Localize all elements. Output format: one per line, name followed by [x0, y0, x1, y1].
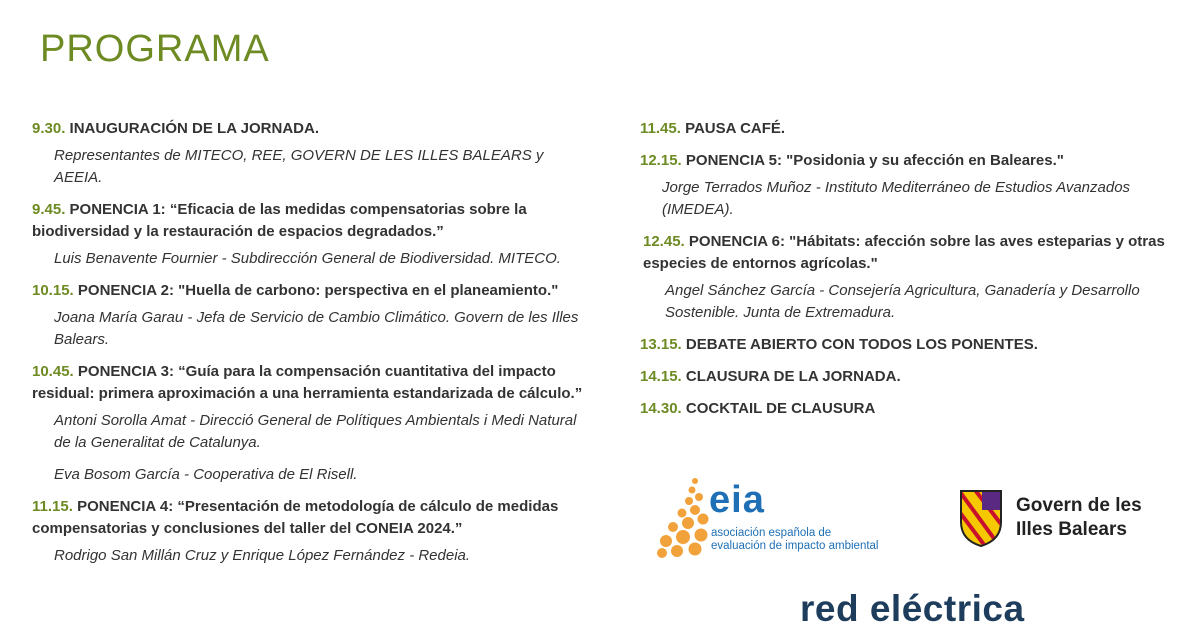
- item-time: 12.15.: [640, 152, 682, 169]
- item-time: 12.45.: [643, 233, 685, 250]
- program-item: [643, 231, 1175, 324]
- program-item: [640, 150, 1175, 221]
- item-time: 13.15.: [640, 336, 682, 353]
- item-speaker: Rodrigo San Millán Cruz y Enrique López Fernández - Redeia.: [54, 547, 471, 564]
- item-time: 11.15.: [32, 498, 73, 515]
- item-title: PAUSA CAFÉ.: [685, 120, 786, 137]
- program-item: [32, 199, 592, 270]
- item-title: PONENCIA 4: “Presentación de metodología de cálculo de medidas compensatorias y conclusiones del taller del CONEIA 2024.”: [32, 498, 559, 537]
- item-title: COCKTAIL DE CLAUSURA: [685, 400, 876, 417]
- item-speaker: Joana María Garau - Jefa de Servicio de Cambio Climático. Govern de les Illes Balears.: [54, 309, 579, 348]
- eia-logo-subtitle: asociación española de evaluación de impacto ambiental: [711, 527, 879, 552]
- item-title: PONENCIA 5: "Posidonia y su afección en Baleares.": [685, 152, 1064, 169]
- red-electrica-logo: red eléctrica: [800, 588, 1025, 629]
- eia-dots-icon: [655, 475, 715, 560]
- item-title: INAUGURACIÓN DE LA JORNADA.: [69, 120, 319, 137]
- item-time: 11.45.: [640, 120, 681, 137]
- item-title: PONENCIA 3: “Guía para la compensación cuantitativa del impacto residual: primera aproximación a una herramienta estandarizada de cálculo.”: [32, 363, 583, 402]
- program-item: [32, 496, 592, 567]
- program-item: [32, 118, 592, 189]
- item-title: PONENCIA 6: "Hábitats: afección sobre las aves esteparias y otras especies de entornos agrícolas.": [643, 233, 1165, 272]
- item-title: PONENCIA 2: "Huella de carbono: perspectiva en el planeamiento.": [77, 282, 559, 299]
- program-item: [32, 280, 592, 351]
- coat-of-arms-icon: [958, 488, 1004, 548]
- item-speaker: Luis Benavente Fournier - Subdirección General de Biodiversidad. MITECO.: [54, 250, 561, 267]
- eia-logo: [655, 475, 895, 560]
- page-title: PROGRAMA: [40, 28, 270, 70]
- program-column-left: [32, 118, 592, 577]
- item-time: 14.15.: [640, 368, 682, 385]
- govern-logo-text: Govern de les Illes Balears: [1016, 495, 1142, 540]
- item-time: 9.30.: [32, 120, 66, 137]
- item-speaker: Jorge Terrados Muñoz - Instituto Mediterráneo de Estudios Avanzados (IMEDEA).: [662, 179, 1131, 218]
- item-time: 14.30.: [640, 400, 682, 417]
- item-speaker: Eva Bosom García - Cooperativa de El Risell.: [54, 466, 358, 483]
- eia-logo-text: eia: [709, 479, 765, 521]
- program-item: [640, 398, 1175, 420]
- item-speaker: Antoni Sorolla Amat - Direcció General de Polítiques Ambientals i Medi Natural de la Generalitat de Catalunya.: [54, 412, 577, 451]
- item-time: 10.45.: [32, 363, 74, 380]
- item-title: PONENCIA 1: “Eficacia de las medidas compensatorias sobre la biodiversidad y la restauración de espacios degradados.”: [32, 201, 527, 240]
- item-time: 10.15.: [32, 282, 74, 299]
- item-speaker: Representantes de MITECO, REE, GOVERN DE LES ILLES BALEARS y AEEIA.: [54, 147, 544, 186]
- program-item: [640, 334, 1175, 356]
- item-time: 9.45.: [32, 201, 66, 218]
- program-item: [640, 366, 1175, 388]
- program-item: [640, 118, 1175, 140]
- program-column-right: [640, 118, 1175, 430]
- item-speaker: Angel Sánchez García - Consejería Agricultura, Ganadería y Desarrollo Sostenible. Junta de Extremadura.: [665, 282, 1140, 321]
- item-title: DEBATE ABIERTO CON TODOS LOS PONENTES.: [685, 336, 1038, 353]
- govern-logo: [958, 488, 1158, 550]
- program-item: [32, 361, 592, 486]
- item-title: CLAUSURA DE LA JORNADA.: [685, 368, 901, 385]
